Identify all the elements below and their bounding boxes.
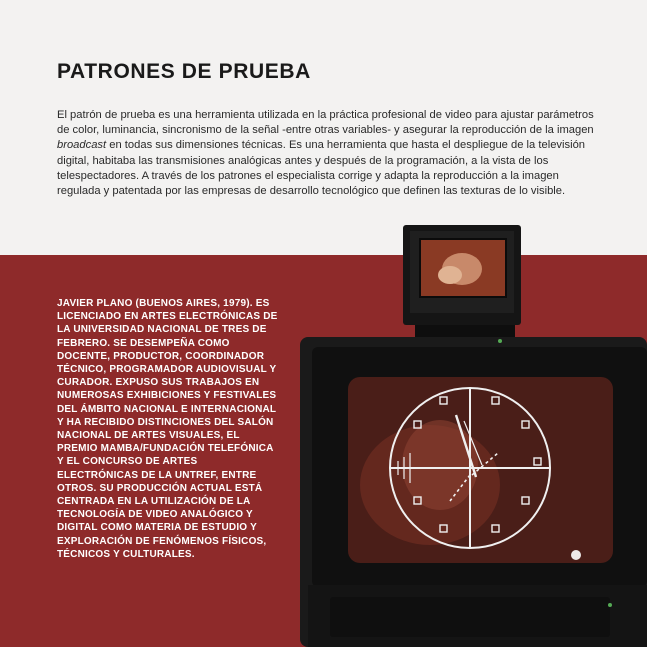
- artist-bio: JAVIER PLANO (BUENOS AIRES, 1979). ES LICENCIADO EN ARTES ELECTRÓNICAS DE LA UNIVERSIDAD NACIONAL DE TRES DE FEBRERO. SE DESEMPEÑA COMO DOCENTE, PRODUCTOR, COORDINADOR TÉCNICO, PROGRAMADOR AUDIOVISUAL Y CURADOR. EXPUSO SUS TRABAJOS EN NUMEROSAS EXHIBICIONES Y FESTIVALES DEL ÁMBITO NACIONAL E INTERNACIONAL Y HA RECIBIDO DISTINCIONES DEL SALÓN NACIONAL DE ARTES VISUALES, EL PREMIO MAMBA/FUNDACIÓN TELEFÓNICA Y EL CONCURSO DE ARTES ELECTRÓNICAS DE LA UNTREF, ENTRE OTROS. SU PRODUCCIÓN ACTUAL ESTÁ CENTRADA EN LA UTILIZACIÓN DE LA TECNOLOGÍA DE VIDEO ANALÓGICO Y DIGITAL COMO MATERIA DE ESTUDIO Y EXPLORACIÓN DE FENÓMENOS FÍSICOS, TÉCNICOS Y CULTURALES.: [57, 298, 278, 560]
- tv-monitors-photo: [290, 225, 647, 647]
- top-section: [0, 0, 647, 255]
- intro-text-end: en todas sus dimensiones técnicas. Es una herramienta que hasta el despliegue de la televisión digital, habitaba las transmisiones analógicas antes y después de la programación, a la vista de los telespectadores. A través de los patrones el especialista corrige y adapta la reproducción a la imagen regulada y patentada por las empresas de desarrollo tecnológico que definen las texturas de lo visible.: [57, 139, 586, 198]
- intro-paragraph: [57, 108, 597, 199]
- intro-italic-term: broadcast: [57, 139, 107, 152]
- page-title: PATRONES DE PRUEBA: [57, 60, 311, 83]
- intro-text-start: El patrón de prueba es una herramienta utilizada en la práctica profesional de video para ajustar parámetros de color, luminancia, sincronismo de la señal -entre otras variables- y asegurar la reproducción de la imagen: [57, 109, 594, 137]
- test-pattern: [390, 388, 550, 548]
